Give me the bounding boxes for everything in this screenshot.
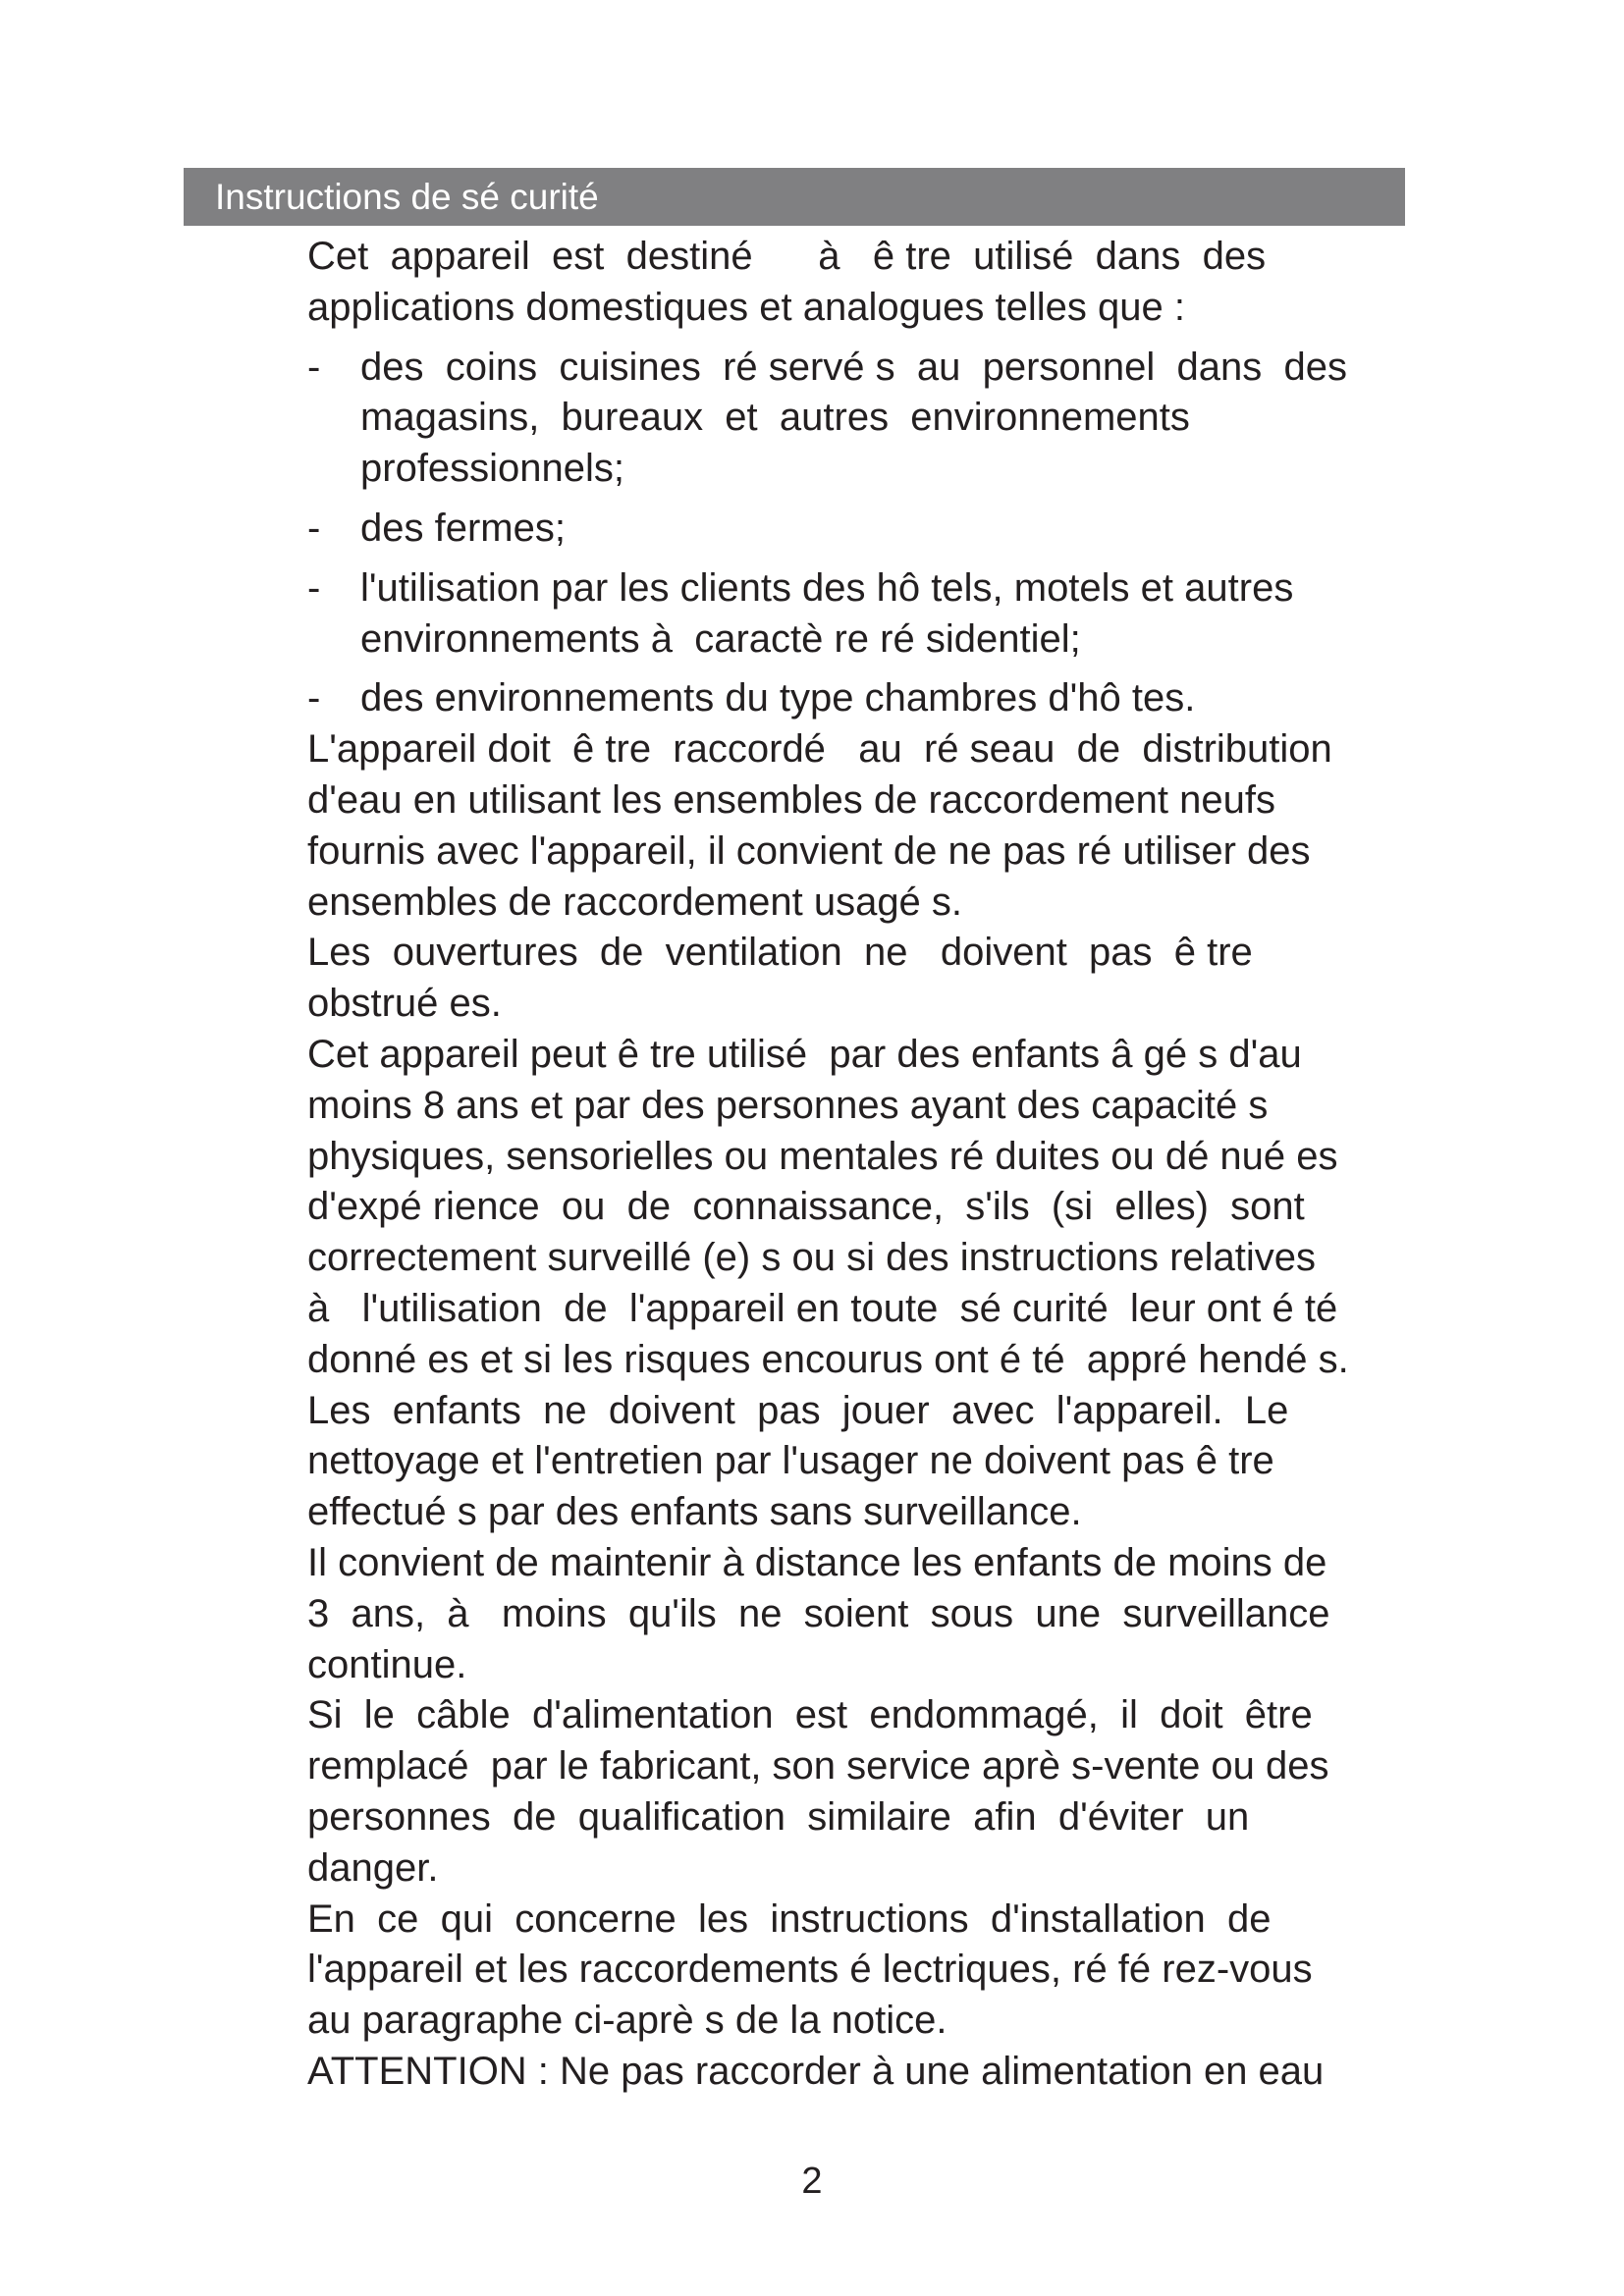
bullet-dash: - xyxy=(307,506,321,550)
body-line: Les ouvertures de ventilation ne doivent pas ê tre xyxy=(307,931,1253,975)
intro-line: Cet appareil est destiné à ê tre utilisé dans des xyxy=(307,235,1267,278)
body-line: ATTENTION : Ne pas raccorder à une alimentation en eau xyxy=(307,2049,1325,2093)
bullet-item xyxy=(307,343,1446,495)
body-line: Cet appareil peut ê tre utilisé par des enfants â gé s d'au xyxy=(307,1032,1302,1076)
body-line: d'expé rience ou de connaissance, s'ils (si elles) sont xyxy=(307,1185,1305,1229)
bullet-text: des fermes; xyxy=(360,506,566,550)
document-body xyxy=(307,232,1446,2098)
body-line: à l'utilisation de l'appareil en toute sé curité leur ont é té xyxy=(307,1286,1338,1330)
body-line: remplacé par le fabricant, son service aprè s-vente ou des xyxy=(307,1744,1329,1789)
body-line: obstrué es. xyxy=(307,982,502,1026)
body-line: effectué s par des enfants sans surveillance. xyxy=(307,1490,1082,1534)
body-line: danger. xyxy=(307,1845,439,1890)
body-paragraphs xyxy=(307,724,1446,2098)
body-line: l'appareil et les raccordements é lectriques, ré fé rez-vous xyxy=(307,1948,1313,1992)
section-header-bar xyxy=(184,168,1405,226)
page-number: 2 xyxy=(801,2161,823,2202)
bullet-dash: - xyxy=(307,676,321,721)
body-line: nettoyage et l'entretien par l'usager ne doivent pas ê tre xyxy=(307,1439,1274,1483)
bullet-item xyxy=(307,563,1446,666)
bullet-item xyxy=(307,673,1446,724)
intro-line: applications domestiques et analogues telles que : xyxy=(307,285,1185,329)
body-line: ensembles de raccordement usagé s. xyxy=(307,880,963,924)
section-title: Instructions de sé curité xyxy=(215,177,599,217)
body-line: moins 8 ans et par des personnes ayant des capacité s xyxy=(307,1083,1269,1127)
body-line: correctement surveillé (e) s ou si des instructions relatives xyxy=(307,1236,1317,1280)
bullet-dash: - xyxy=(307,345,321,389)
bullet-text: professionnels; xyxy=(360,447,625,491)
body-line: donné es et si les risques encourus ont é té appré hendé s. xyxy=(307,1337,1349,1381)
bullet-text: des environnements du type chambres d'hô tes. xyxy=(360,676,1196,721)
body-line: Les enfants ne doivent pas jouer avec l'appareil. Le xyxy=(307,1388,1289,1432)
body-line: fournis avec l'appareil, il convient de ne pas ré utiliser des xyxy=(307,828,1311,873)
body-line: Si le câble d'alimentation est endommagé, il doit être xyxy=(307,1693,1313,1737)
bullet-text: magasins, bureaux et autres environnements xyxy=(360,396,1190,440)
body-line: personnes de qualification similaire afin d'éviter un xyxy=(307,1794,1250,1839)
body-line: Il convient de maintenir à distance les enfants de moins de xyxy=(307,1540,1327,1584)
body-line: 3 ans, à moins qu'ils ne soient sous une surveillance xyxy=(307,1591,1330,1635)
bullet-dash: - xyxy=(307,565,321,610)
bullet-text: environnements à caractè re ré sidentiel; xyxy=(360,616,1081,661)
body-line: au paragraphe ci-aprè s de la notice. xyxy=(307,1999,947,2043)
bullet-item xyxy=(307,504,1446,555)
bullet-text: l'utilisation par les clients des hô tels, motels et autres xyxy=(360,565,1294,610)
body-line: continue. xyxy=(307,1642,467,1686)
body-line: L'appareil doit ê tre raccordé au ré seau de distribution xyxy=(307,727,1332,772)
bullet-text: des coins cuisines ré servé s au personnel dans des xyxy=(360,345,1347,389)
body-line: d'eau en utilisant les ensembles de raccordement neufs xyxy=(307,777,1275,822)
body-line: En ce qui concerne les instructions d'installation de xyxy=(307,1896,1272,1941)
body-line: physiques, sensorielles ou mentales ré duites ou dé nué es xyxy=(307,1134,1338,1178)
